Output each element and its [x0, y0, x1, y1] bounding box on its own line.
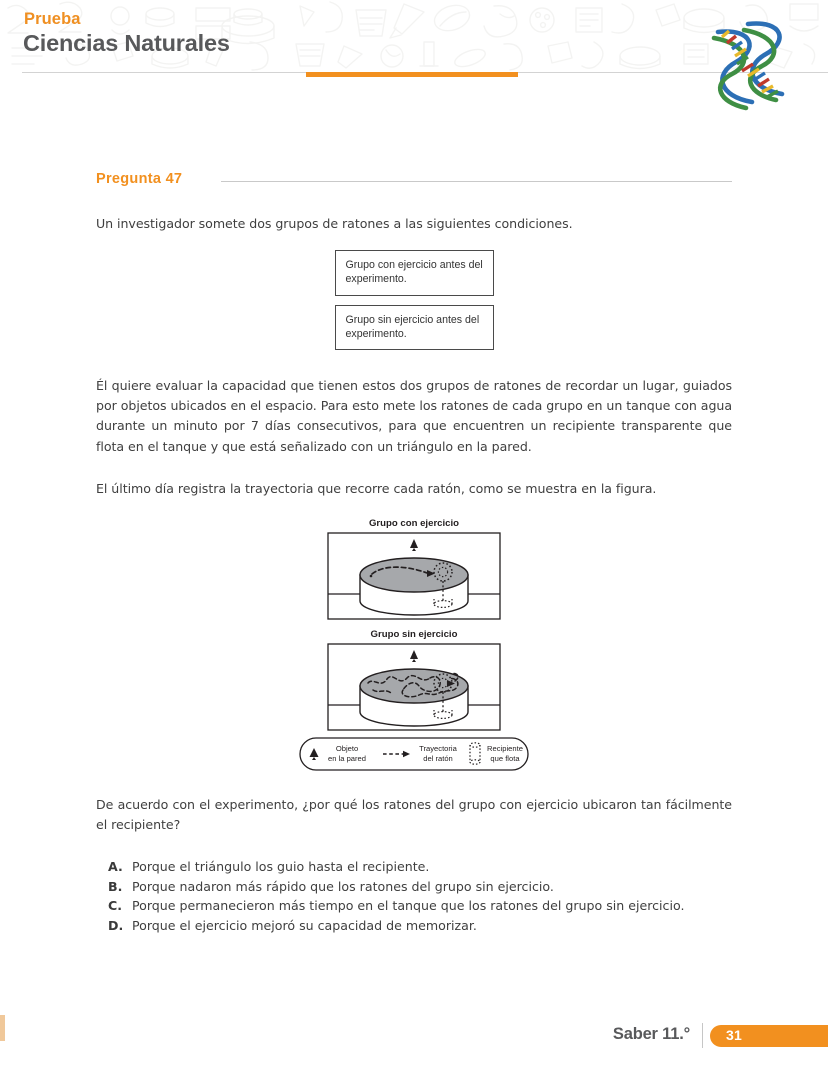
option-text-b: Porque nadaron más rápido que los ratones del grupo sin ejercicio. — [132, 878, 554, 894]
option-letter-a: A. — [108, 859, 123, 875]
tank-diagram-with-exercise — [327, 532, 501, 620]
legend-3-line1: Recipiente — [487, 743, 523, 753]
option-text-a: Porque el triángulo los guio hasta el recipiente. — [132, 859, 430, 875]
question-paragraph-3: El último día registra la trayectoria que recorre cada ratón, como se muestra en la figura. — [96, 481, 657, 497]
question-header — [96, 170, 732, 192]
figure-caption-no-exercise: Grupo sin ejercicio — [370, 628, 458, 640]
header-divider-orange — [306, 72, 518, 77]
page-number: 31 — [726, 1027, 742, 1043]
dna-helix-icon — [696, 18, 804, 114]
condition-box-1: Grupo con ejercicio antes del experimento. — [335, 250, 494, 295]
answer-options — [96, 857, 732, 935]
question-intro: Un investigador somete dos grupos de ratones a las siguientes condiciones. — [96, 216, 573, 231]
question-label: Pregunta 47 — [96, 170, 183, 187]
condition-box-2: Grupo sin ejercicio antes del experimento. — [335, 305, 494, 350]
footer-divider — [702, 1023, 704, 1048]
question-stem: De acuerdo con el experimento, ¿por qué los ratones del grupo con ejercicio ubicaron tan fácilmente el recipiente? — [96, 796, 732, 833]
legend-2-line2: del ratón — [423, 753, 453, 763]
legend-2-line1: Trayectoria — [419, 743, 457, 753]
header-kicker: Prueba — [24, 10, 81, 28]
header-title-group — [22, 10, 230, 57]
figure-legend — [299, 737, 529, 771]
question-header-rule — [221, 181, 732, 182]
page-header — [0, 0, 828, 118]
legend-3-line2: que flota — [490, 753, 520, 763]
legend-1-line1: Objeto — [335, 743, 359, 753]
answer-option-b[interactable] — [96, 877, 732, 897]
figure-caption-exercise: Grupo con ejercicio — [368, 517, 460, 529]
condition-boxes — [0, 250, 828, 349]
option-text-c: Porque permanecieron más tiempo en el tanque que los ratones del grupo sin ejercicio. — [132, 898, 685, 914]
tank-diagram-without-exercise — [327, 643, 501, 731]
experiment-figure — [0, 518, 828, 771]
legend-1-line2: en la pared — [328, 753, 366, 763]
option-letter-b: B. — [108, 878, 123, 894]
answer-option-a[interactable] — [96, 857, 732, 877]
option-letter-c: C. — [108, 898, 123, 914]
question-content — [0, 118, 828, 936]
page-footer — [0, 1013, 828, 1071]
question-paragraph-2: Él quiere evaluar la capacidad que tienen estos dos grupos de ratones de recordar un lugar, guiados por objetos ubicados en el espacio. Para esto mete los ratones de cada grupo en un tanque con agua durante un minuto por 7 días consecutivos, para que encuentren un recipiente transparente que flota en el tanque y que está señalizado con un triángulo en la pared. — [96, 377, 732, 454]
answer-option-d[interactable] — [96, 916, 732, 936]
option-letter-d: D. — [108, 917, 124, 933]
answer-option-c[interactable] — [96, 896, 732, 916]
footer-label: Saber 11.° — [612, 1025, 690, 1043]
page-title: Ciencias Naturales — [23, 29, 230, 56]
option-text-d: Porque el ejercicio mejoró su capacidad de memorizar. — [132, 917, 477, 933]
